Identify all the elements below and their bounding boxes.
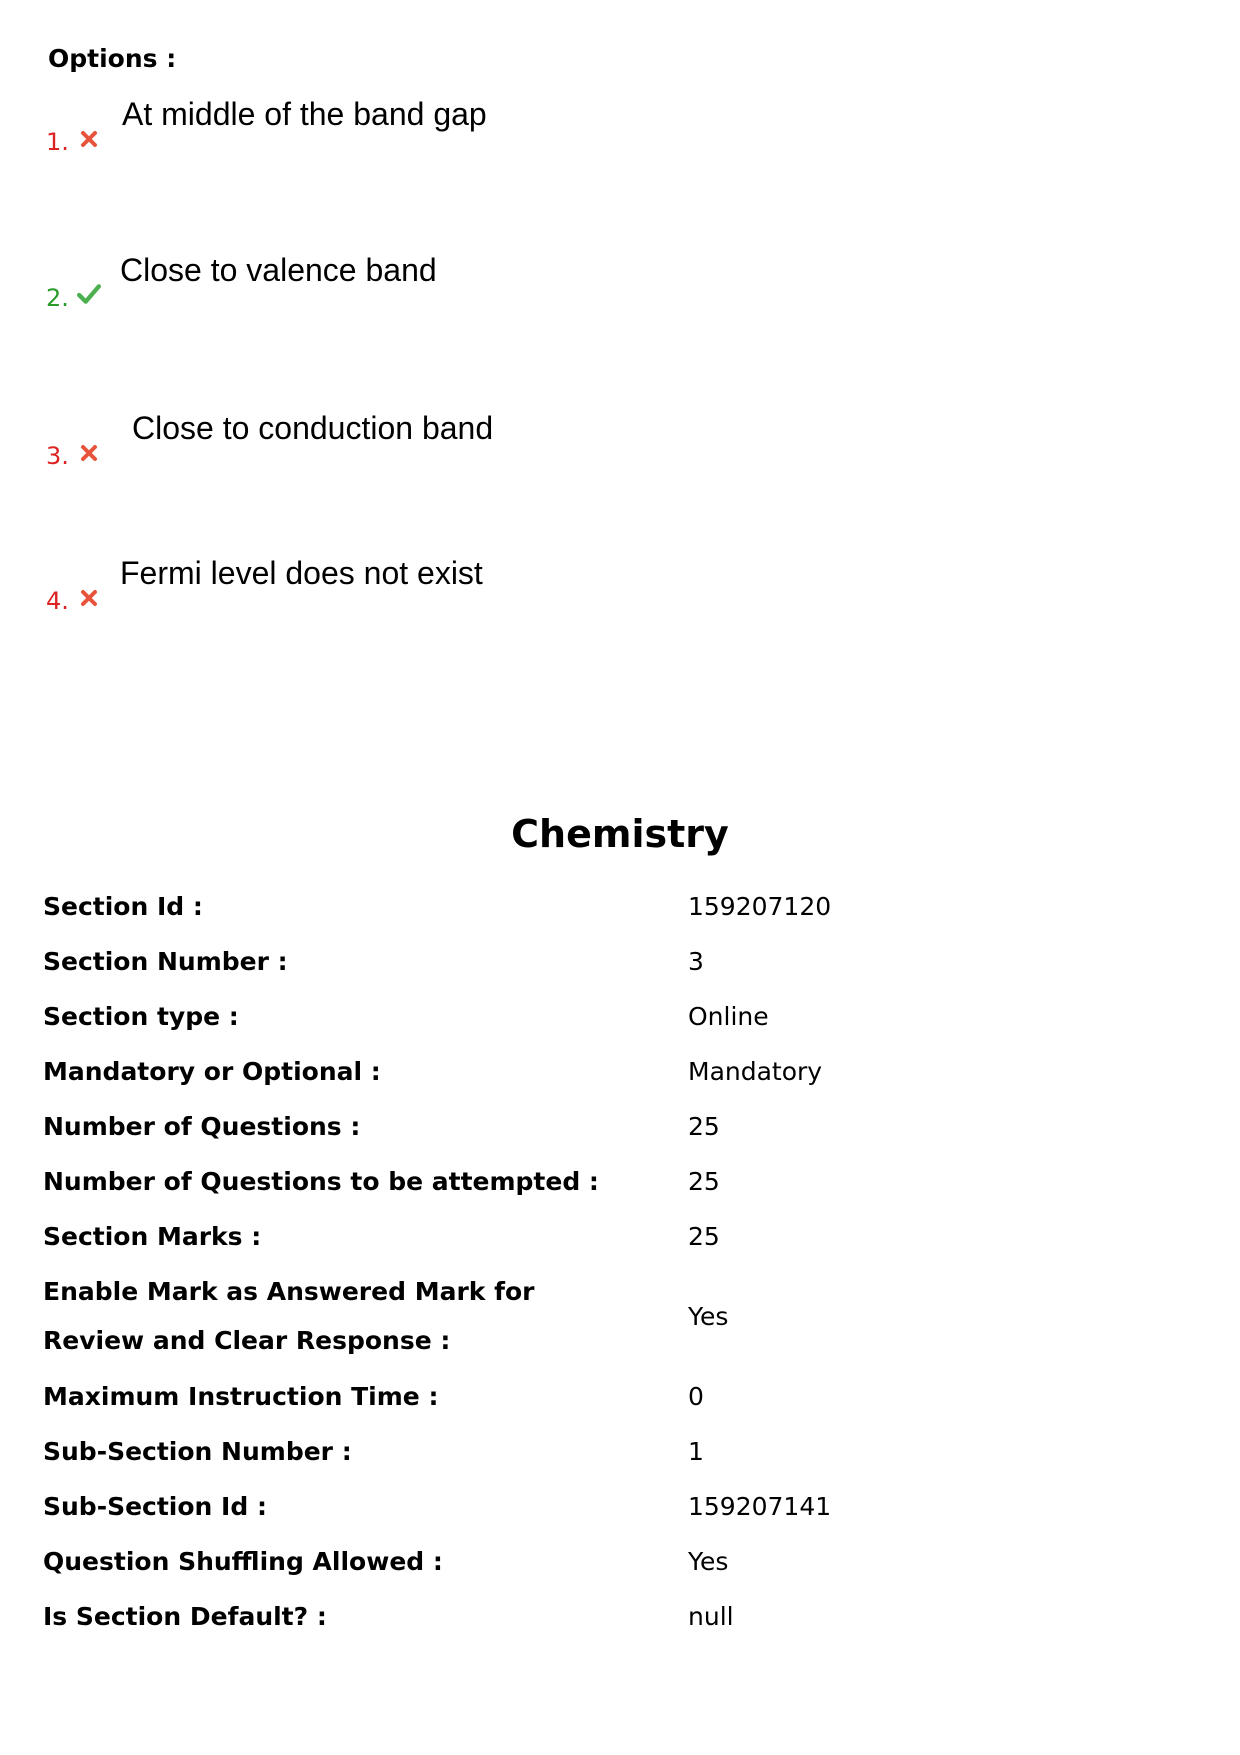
max-instruction-time-label: Maximum Instruction Time : [43, 1382, 439, 1411]
max-instruction-time-value: 0 [688, 1382, 704, 1411]
option-3-text: Close to conduction band [132, 410, 494, 446]
section-number-label: Section Number : [43, 947, 288, 976]
option-4-text: Fermi level does not exist [120, 555, 483, 591]
section-type-value: Online [688, 1002, 769, 1031]
question-shuffling-value: Yes [688, 1547, 729, 1576]
options-heading: Options : [48, 44, 177, 73]
section-title: Chemistry [511, 812, 729, 856]
section-id-value: 159207120 [688, 892, 832, 921]
is-section-default-value: null [688, 1602, 734, 1631]
section-marks-value: 25 [688, 1222, 720, 1251]
mandatory-value: Mandatory [688, 1057, 823, 1086]
enable-mark-label: Enable Mark as Answered Mark for Review and Clear Response : [43, 1277, 535, 1355]
option-1 [46, 96, 646, 156]
section-marks-label: Section Marks : [43, 1222, 262, 1251]
sub-section-id-label: Sub-Section Id : [43, 1492, 267, 1521]
section-type-label: Section type : [43, 1002, 239, 1031]
section-id-label: Section Id : [43, 892, 203, 921]
option-3-number: 3. [46, 442, 69, 470]
cross-icon [78, 587, 100, 609]
cross-icon [78, 442, 100, 464]
option-2-text: Close to valence band [120, 252, 437, 288]
questions-to-attempt-value: 25 [688, 1167, 720, 1196]
question-shuffling-label: Question Shuffling Allowed : [43, 1547, 443, 1576]
check-icon [76, 282, 102, 306]
sub-section-id-value: 159207141 [688, 1492, 832, 1521]
option-3 [46, 410, 646, 470]
cross-icon [78, 128, 100, 150]
option-2 [46, 252, 646, 312]
number-of-questions-value: 25 [688, 1112, 720, 1141]
is-section-default-label: Is Section Default? : [43, 1602, 327, 1631]
sub-section-number-value: 1 [688, 1437, 704, 1466]
option-4 [46, 555, 646, 615]
option-4-number: 4. [46, 587, 69, 615]
option-1-text: At middle of the band gap [122, 96, 487, 132]
mandatory-label: Mandatory or Optional : [43, 1057, 381, 1086]
questions-to-attempt-label: Number of Questions to be attempted : [43, 1167, 599, 1196]
enable-mark-value: Yes [688, 1302, 729, 1331]
sub-section-number-label: Sub-Section Number : [43, 1437, 352, 1466]
number-of-questions-label: Number of Questions : [43, 1112, 361, 1141]
section-number-value: 3 [688, 947, 704, 976]
option-2-number: 2. [46, 284, 69, 312]
option-1-number: 1. [46, 128, 69, 156]
